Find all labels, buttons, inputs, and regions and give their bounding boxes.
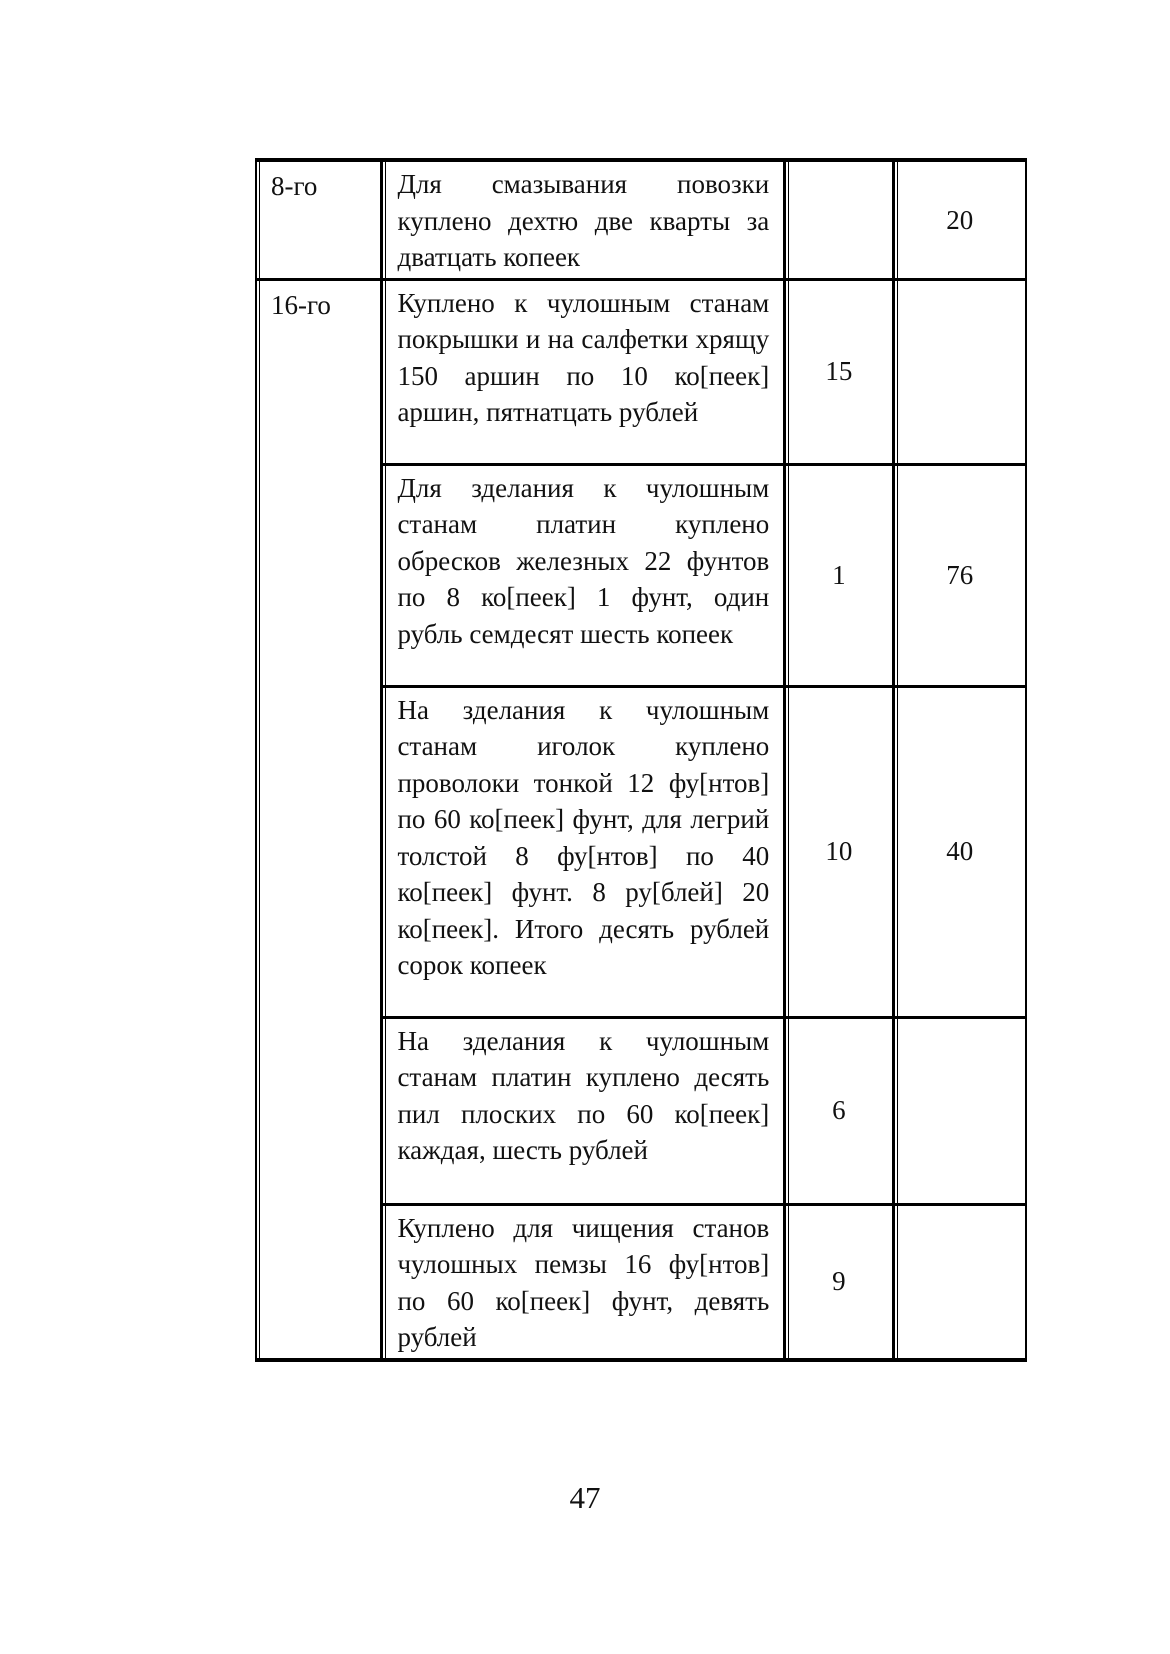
rubles-cell: 10: [786, 688, 894, 1019]
kopecks-cell: [895, 281, 1025, 466]
rubles-cell: 6: [786, 1019, 894, 1206]
description-cell: Для смазывания повозки куплено дехтю две кварты за дватцать копеек: [383, 162, 786, 281]
kopecks-cell: 20: [895, 162, 1025, 281]
rubles-cell: 1: [786, 466, 894, 688]
rubles-cell: [786, 162, 894, 281]
table-row: [257, 281, 1025, 466]
rubles-cell: 15: [786, 281, 894, 466]
page-number: 47: [569, 1480, 601, 1515]
kopecks-cell: [895, 1206, 1025, 1358]
table-row: [257, 162, 1025, 281]
date-cell: 8-го: [257, 162, 383, 281]
kopecks-cell: 40: [895, 688, 1025, 1019]
kopecks-cell: 76: [895, 466, 1025, 688]
description-cell: Куплено к чулошным станам покрышки и на салфетки хрящу 150 аршин по 10 ко[пеек] аршин, пятнатцать рублей: [383, 281, 786, 466]
ledger-table: [255, 158, 1027, 1362]
description-cell: На зделания к чулошным станам платин куплено десять пил плоских по 60 ко[пеек] каждая, шесть рублей: [383, 1019, 786, 1206]
description-cell: На зделания к чулошным станам иголок куплено проволоки тонкой 12 фу[нтов] по 60 ко[пеек] фунт, для легрий толстой 8 фу[нтов] по 40 ко[пеек] фунт. 8 ру[блей] 20 ко[пеек]. Итого десять рублей сорок копеек: [383, 688, 786, 1019]
description-cell: Куплено для чищения станов чулошных пемзы 16 фу[нтов] по 60 ко[пеек] фунт, девять рублей: [383, 1206, 786, 1358]
rubles-cell: 9: [786, 1206, 894, 1358]
kopecks-cell: [895, 1019, 1025, 1206]
date-cell: 16-го: [257, 281, 383, 1358]
description-cell: Для зделания к чулошным станам платин куплено обресков железных 22 фунтов по 8 ко[пеек] 1 фунт, один рубль семдесят шесть копеек: [383, 466, 786, 688]
